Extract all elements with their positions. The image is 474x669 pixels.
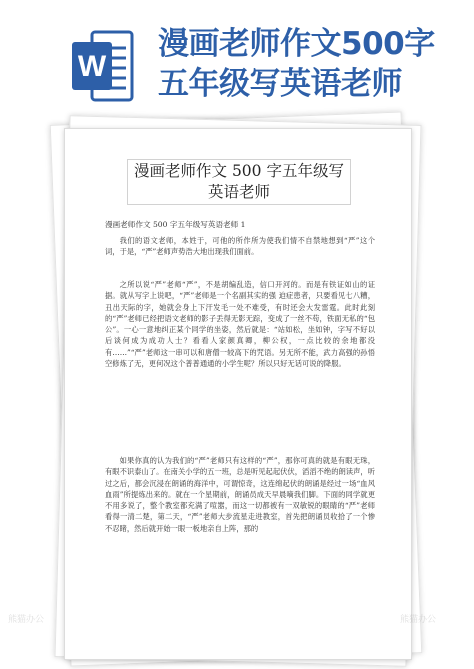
banner-title: 漫画老师作文500字五年级写英语老师 (158, 26, 435, 102)
word-document-icon (70, 28, 134, 104)
document-title: 漫画老师作文 500 字五年级写英语老师 (127, 159, 351, 205)
paragraph: 我们的语文老师，本姓于，可他的所作所为使我们情不自禁地想到“严”这个词，于是，“严”老师声势浩大地出现我们面前。 (105, 236, 375, 257)
paragraph: 之所以说“严”老师“严”，不是胡编乱造，信口开河的。而是有铁证如山的证据。就从写字上说吧，“严”老师是一个名副其实的强 迫症患者，只要看见七八糟，丑出天际的字，她就会身上下汗发毛一处不难受，有时还会大发雷霆。此时此刻的“严”老师已经把语文老师的影子丢得无影无踪，变成了一丝不苟，铁面无私的“包公”。一心一意地纠正某个同学的坐姿，然后就是：“站如松，坐如钟，字写不好以后谈何成为成功人士？看看人家颜真卿，柳公权，一点比较的余地都没有……”“严”老师这一串可以和唐僧一较高下的咒语。另无所不能，武力高强的孙悟空修炼了无，更何况这个普普通通的小学生呢？所以只好无话可说的降服。 (105, 280, 375, 369)
document-page (64, 128, 412, 660)
document-subtitle: 漫画老师作文 500 字五年级写英语老师 1 (105, 220, 246, 229)
watermark-right: 熊猫办公 (400, 615, 437, 625)
svg-text:W: W (77, 50, 107, 83)
paragraph: 如果你真的认为我们的“严”老师只有这样的“严”，那你可真的就是有眼无珠，有眼不识泰山了。在南关小学的五一班，总是听见起起伏伏，滔滔不绝的朗读声，听过之后，都会沉浸在朗诵的海洋中，可谓惊奇，这连绵起伏的朗诵是经过一场“血风血雨”所提炼出来的。就在一个星期前，朗诵员成天早晨嘀我们脚。下面的同学就更不用多说了，整个教室都充满了喧嚣，而这一切都被有一双敏锐的眼睛的“严”老师看得一清二楚，第二天，“严”老师大步流星走进教室，首先把朗诵员收拾了一个惨不忍睹，然后就开始一眼一板地亲自上阵，那的 (105, 456, 375, 533)
header-banner (0, 0, 474, 118)
watermark-left: 熊猫办公 (8, 615, 45, 625)
